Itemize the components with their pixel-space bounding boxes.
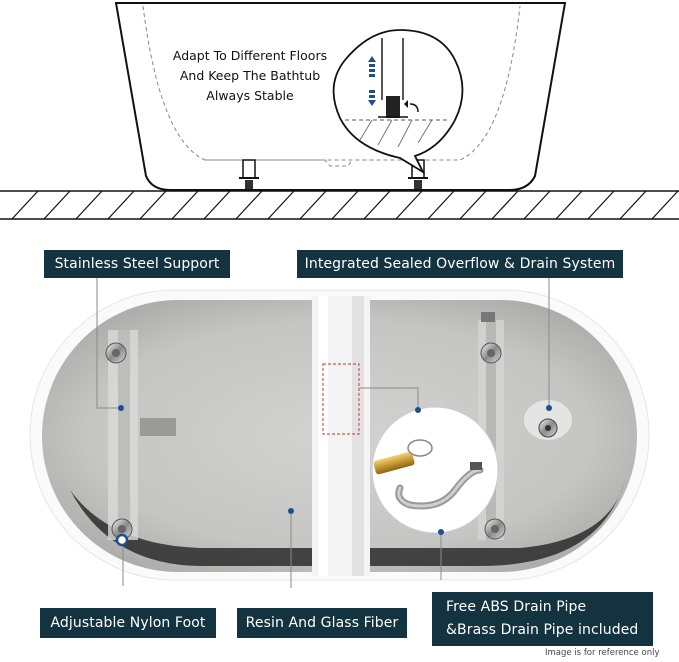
callout-line-1: Adapt To Different Floors	[172, 48, 328, 63]
label-adjustable-nylon-foot: Adjustable Nylon Foot	[40, 608, 216, 638]
callout-line-2: And Keep The Bathtub	[179, 68, 321, 83]
label-resin-glass-fiber: Resin And Glass Fiber	[237, 608, 407, 638]
floor-adapt-callout	[160, 46, 340, 106]
reference-note: Image is for reference only	[545, 648, 660, 658]
floor-hatch	[0, 191, 679, 219]
callout-line-3: Always Stable	[206, 88, 294, 103]
abs-drain-pipe-line: Free ABS Drain Pipe	[446, 599, 587, 615]
brass-drain-pipe-line: &Brass Drain Pipe included	[446, 622, 639, 638]
label-overflow-drain-system: Integrated Sealed Overflow & Drain System	[297, 250, 623, 278]
label-stainless-steel-support: Stainless Steel Support	[44, 250, 230, 278]
label-drain-pipe-included	[432, 592, 653, 646]
